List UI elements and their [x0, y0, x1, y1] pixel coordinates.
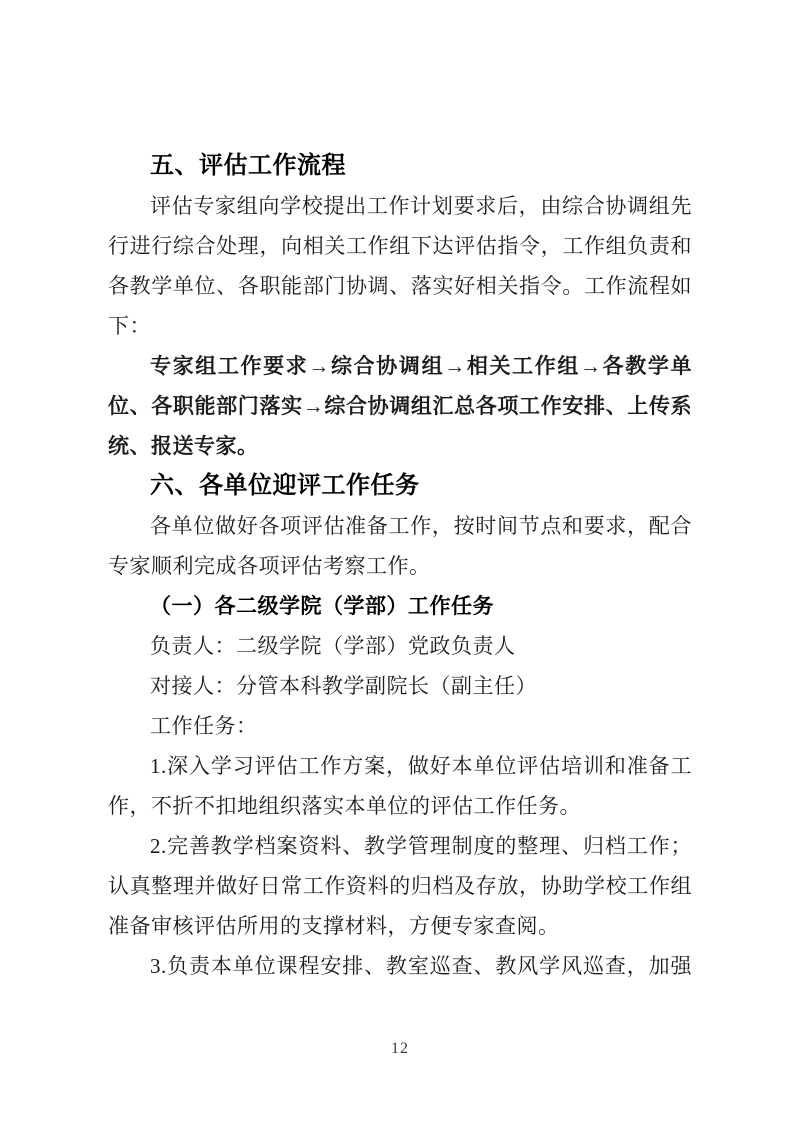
task-item-1-line-1: 1.深入学习评估工作方案，做好本单位评估培训和准备工	[150, 754, 692, 778]
paragraph-flow-intro-line-4: 下：	[108, 314, 151, 338]
line-responsible-person: 负责人：二级学院（学部）党政负责人	[150, 634, 516, 658]
paragraph-flow-intro-line-2: 行进行综合处理，向相关工作组下达评估指令，工作组负责和	[108, 234, 692, 258]
paragraph-flow-intro-line-1: 评估专家组向学校提出工作计划要求后，由综合协调组先	[150, 194, 692, 218]
flow-sequence-line-2: 位、各职能部门落实→综合协调组汇总各项工作安排、上传系	[108, 394, 692, 418]
line-contact-person: 对接人：分管本科教学副院长（副主任）	[150, 674, 537, 698]
task-item-2-line-3: 准备审核评估所用的支撑材料，方便专家查阅。	[108, 914, 560, 938]
page-number: 12	[391, 1040, 409, 1057]
page-content	[108, 146, 692, 986]
task-item-2-line-1: 2.完善教学档案资料、教学管理制度的整理、归档工作；	[150, 834, 692, 858]
task-item-2-line-2: 认真整理并做好日常工作资料的归档及存放，协助学校工作组	[108, 874, 692, 898]
paragraph-flow-intro-line-3: 各教学单位、各职能部门协调、落实好相关指令。工作流程如	[108, 274, 692, 298]
task-item-1-line-2: 作，不折不扣地组织落实本单位的评估工作任务。	[108, 794, 581, 818]
task-item-3-line-1: 3.负责本单位课程安排、教室巡查、教风学风巡查，加强	[150, 954, 692, 978]
paragraph-units-line-1: 各单位做好各项评估准备工作，按时间节点和要求，配合	[150, 514, 692, 538]
line-task-label: 工作任务：	[150, 714, 258, 738]
heading-section-6: 六、各单位迎评工作任务	[150, 472, 420, 499]
subheading-college-tasks: （一）各二级学院（学部）工作任务	[150, 594, 494, 618]
heading-section-5: 五、评估工作流程	[150, 152, 346, 179]
flow-sequence-line-1: 专家组工作要求→综合协调组→相关工作组→各教学单	[150, 354, 692, 378]
paragraph-units-line-2: 专家顺利完成各项评估考察工作。	[108, 554, 431, 578]
flow-sequence-line-3: 统、报送专家。	[108, 434, 259, 458]
